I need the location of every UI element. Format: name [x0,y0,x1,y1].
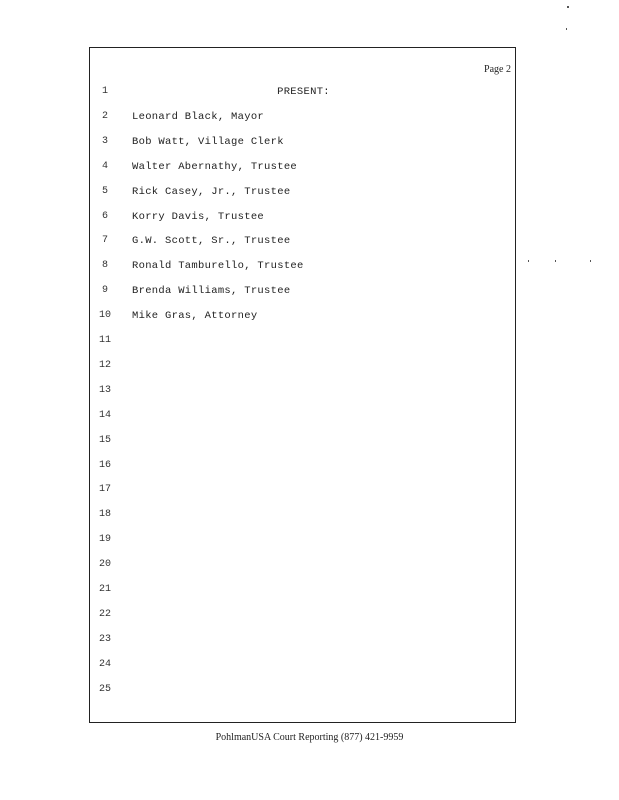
line-number: 24 [98,658,111,670]
transcript-line [90,559,515,573]
line-number: 17 [98,484,111,496]
line-text: Walter Abernathy, Trustee [132,160,298,173]
scan-speck [590,260,591,262]
line-number: 12 [98,359,111,371]
line-number: 20 [98,559,111,571]
line-text: Leonard Black, Mayor [132,110,265,123]
transcript-line [90,410,515,424]
scan-speck [566,28,567,30]
line-number: 14 [98,409,111,421]
line-number: 23 [98,633,111,645]
transcript-line [90,161,515,175]
line-text: Ronald Tamburello, Trustee [132,260,304,273]
line-number: 13 [98,384,111,396]
transcript-line [90,235,515,249]
transcript-line [90,211,515,225]
transcript-line [90,186,515,200]
transcript-line [90,86,515,100]
transcript-line [90,285,515,299]
line-number: 6 [101,210,108,222]
transcript-line [90,310,515,324]
line-number: 2 [101,110,108,122]
transcript-line [90,460,515,474]
line-number: 1 [101,86,108,97]
transcript-line [90,534,515,548]
transcript-line [90,435,515,449]
line-text: PRESENT: [277,86,330,98]
transcript-line [90,659,515,673]
line-text: Korry Davis, Trustee [132,210,265,223]
transcript-line [90,260,515,274]
transcript-page [89,47,516,723]
transcript-line [90,136,515,150]
line-text: Rick Casey, Jr., Trustee [132,185,291,198]
line-number: 25 [98,683,111,695]
line-number: 18 [98,509,111,521]
line-number: 9 [101,285,108,297]
line-number: 7 [101,235,108,247]
transcript-line [90,584,515,598]
scan-speck [528,260,529,262]
line-number: 22 [98,608,111,620]
scan-speck [555,260,556,262]
line-number: 19 [98,534,111,546]
line-text: G.W. Scott, Sr., Trustee [132,235,291,248]
transcript-line [90,684,515,698]
transcript-line [90,484,515,498]
line-number: 16 [98,459,111,471]
transcript-line [90,385,515,399]
transcript-line [90,360,515,374]
page-number: Page 2 [484,64,511,75]
line-number: 3 [101,135,108,147]
transcript-line [90,509,515,523]
transcript-line [90,111,515,125]
line-text: Bob Watt, Village Clerk [132,135,284,148]
transcript-line [90,609,515,623]
line-number: 11 [98,335,111,346]
transcript-line [90,335,515,349]
line-number: 8 [101,260,108,272]
line-number: 5 [101,185,108,197]
scan-speck [567,6,569,8]
line-number: 21 [98,584,111,595]
footer-reporter: PohlmanUSA Court Reporting (877) 421-9959 [215,732,404,743]
transcript-line [90,634,515,648]
line-number: 15 [98,434,111,446]
line-number: 4 [101,160,108,172]
line-number: 10 [98,310,111,322]
line-text: Brenda Williams, Trustee [132,285,291,298]
line-text: Mike Gras, Attorney [132,310,258,323]
